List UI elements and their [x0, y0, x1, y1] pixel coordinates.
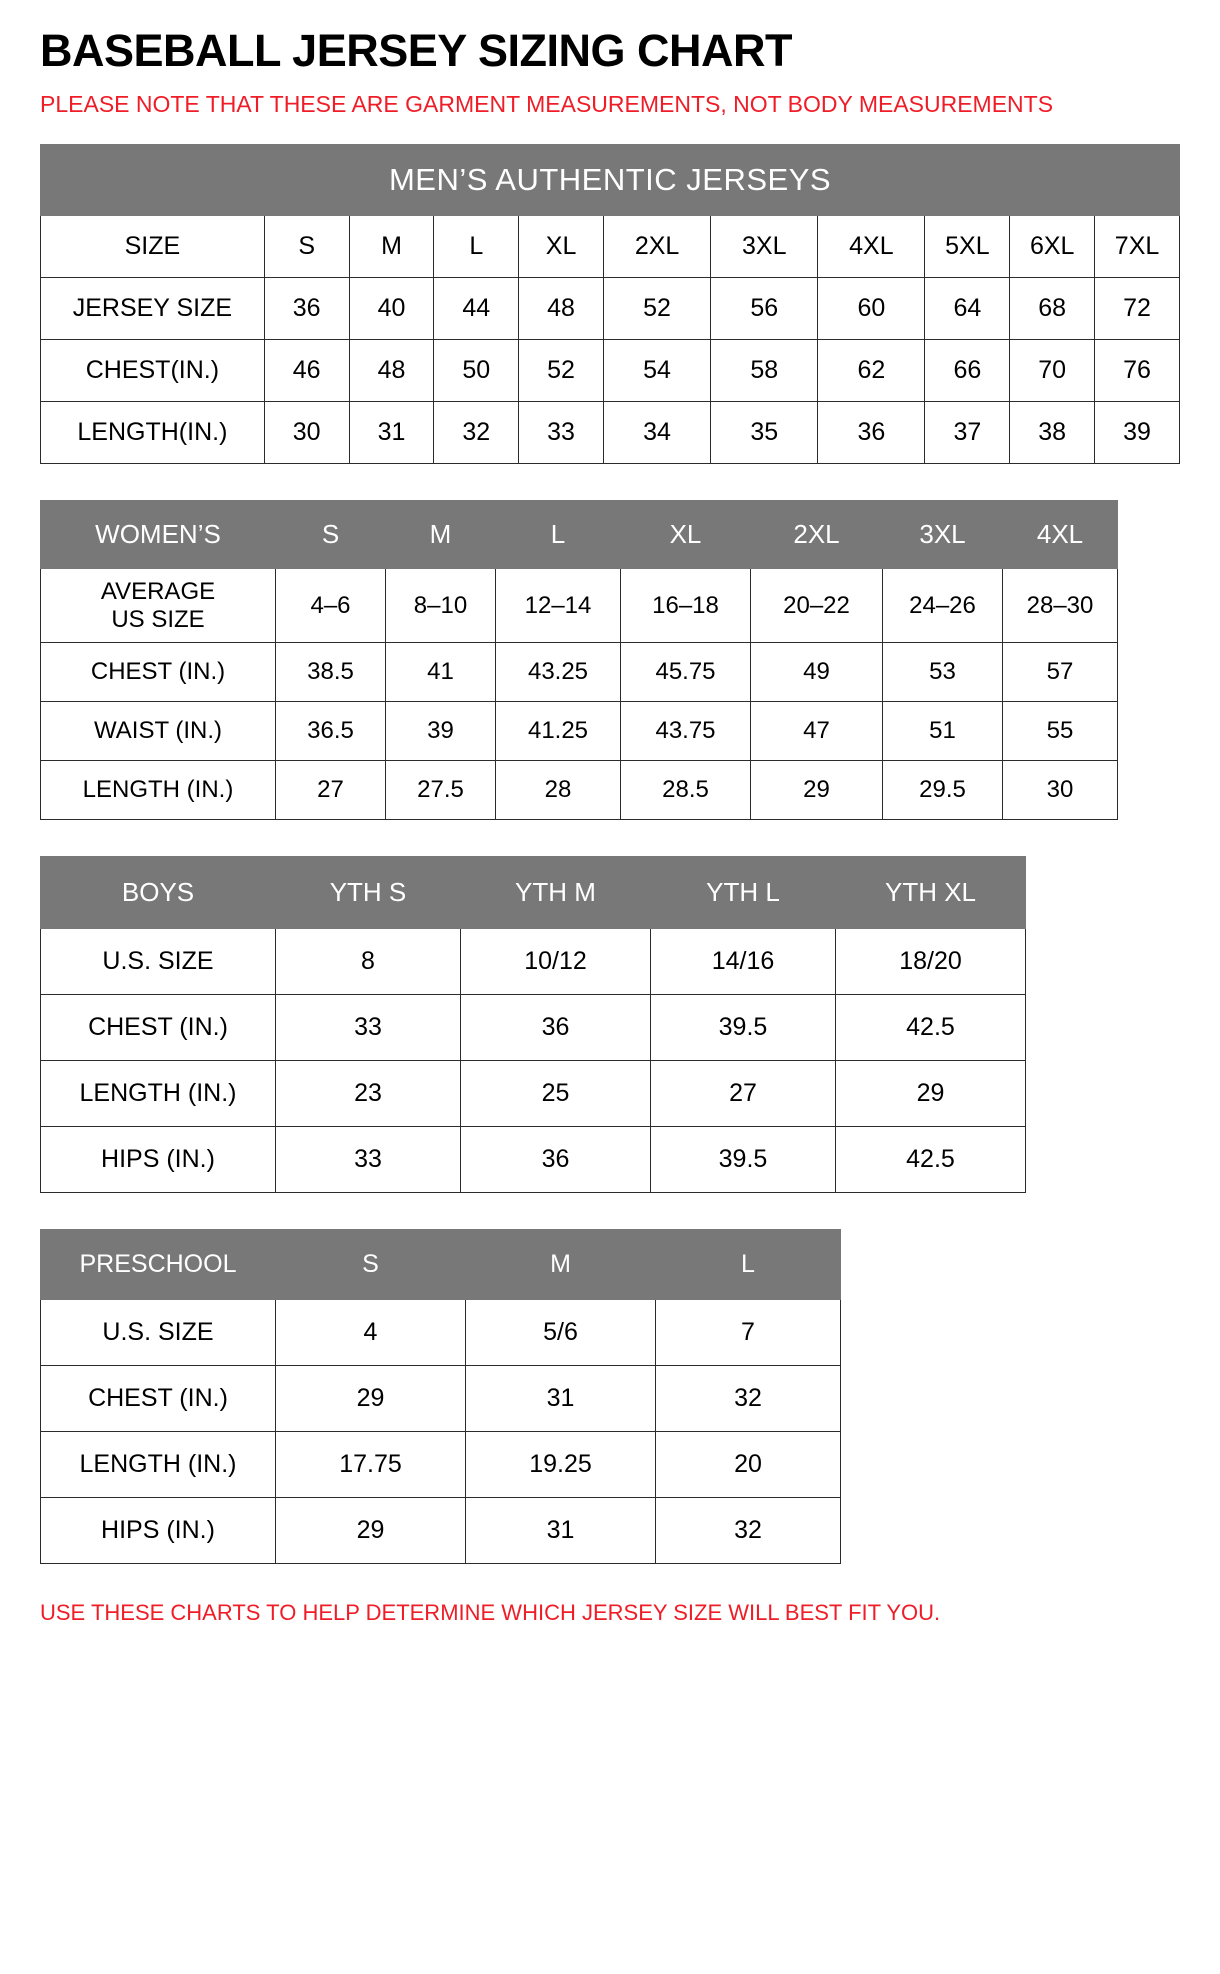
table-row — [41, 402, 1180, 464]
table-cell: 8 — [276, 929, 461, 995]
table-cell: 52 — [519, 340, 604, 402]
row-label: CHEST(IN.) — [41, 340, 265, 402]
table-cell: S — [264, 216, 349, 278]
table-cell: 72 — [1095, 278, 1180, 340]
table-cell: 39 — [1095, 402, 1180, 464]
table-cell: 70 — [1010, 340, 1095, 402]
table-cell: 44 — [434, 278, 519, 340]
table-cell: 43.75 — [621, 702, 751, 761]
column-header: YTH M — [461, 857, 651, 929]
mens-table-band — [41, 145, 1180, 216]
table-cell: 39 — [386, 702, 496, 761]
table-cell: 5/6 — [466, 1300, 656, 1366]
table-cell: 49 — [751, 643, 883, 702]
table-cell: 23 — [276, 1061, 461, 1127]
table-cell: 2XL — [603, 216, 710, 278]
table-cell: 33 — [519, 402, 604, 464]
table-cell: 58 — [711, 340, 818, 402]
table-row — [41, 340, 1180, 402]
table-cell: 31 — [349, 402, 434, 464]
table-cell: 29 — [751, 761, 883, 820]
table-row — [41, 702, 1118, 761]
womens-sizing-table — [40, 500, 1118, 820]
column-header: L — [656, 1230, 841, 1300]
table-cell: 39.5 — [651, 995, 836, 1061]
column-header: S — [276, 1230, 466, 1300]
table-cell: 42.5 — [836, 995, 1026, 1061]
row-label: JERSEY SIZE — [41, 278, 265, 340]
row-label: U.S. SIZE — [41, 929, 276, 995]
column-header: L — [496, 501, 621, 569]
row-label: HIPS (IN.) — [41, 1127, 276, 1193]
column-header: 4XL — [1003, 501, 1118, 569]
womens-header-label: WOMEN’S — [41, 501, 276, 569]
table-cell: 60 — [818, 278, 925, 340]
table-cell: 66 — [925, 340, 1010, 402]
table-cell: 56 — [711, 278, 818, 340]
row-label: LENGTH (IN.) — [41, 1061, 276, 1127]
column-header: 2XL — [751, 501, 883, 569]
table-cell: 19.25 — [466, 1432, 656, 1498]
footer-note: USE THESE CHARTS TO HELP DETERMINE WHICH JERSEY SIZE WILL BEST FIT YOU. — [40, 1600, 941, 1626]
table-row — [41, 761, 1118, 820]
table-cell: 51 — [883, 702, 1003, 761]
column-header: S — [276, 501, 386, 569]
table-cell: 48 — [349, 340, 434, 402]
table-row — [41, 278, 1180, 340]
table-cell: 55 — [1003, 702, 1118, 761]
table-cell: 54 — [603, 340, 710, 402]
table-cell: 50 — [434, 340, 519, 402]
table-cell: 27.5 — [386, 761, 496, 820]
table-cell: 27 — [276, 761, 386, 820]
row-label: LENGTH (IN.) — [41, 761, 276, 820]
table-cell: 5XL — [925, 216, 1010, 278]
row-label-line1: AVERAGE — [100, 578, 216, 606]
table-cell: L — [434, 216, 519, 278]
table-cell: 31 — [466, 1366, 656, 1432]
boys-header-label: BOYS — [41, 857, 276, 929]
row-label — [41, 569, 276, 643]
table-row — [41, 929, 1026, 995]
table-cell: 3XL — [711, 216, 818, 278]
table-row — [41, 995, 1026, 1061]
table-row — [41, 1432, 841, 1498]
row-label: CHEST (IN.) — [41, 1366, 276, 1432]
table-cell: XL — [519, 216, 604, 278]
table-row — [41, 569, 1118, 643]
table-cell: 16–18 — [621, 569, 751, 643]
table-cell: 47 — [751, 702, 883, 761]
table-cell: 4–6 — [276, 569, 386, 643]
table-cell: 48 — [519, 278, 604, 340]
table-cell: 76 — [1095, 340, 1180, 402]
table-cell: 42.5 — [836, 1127, 1026, 1193]
table-cell: 30 — [1003, 761, 1118, 820]
table-cell: 36 — [818, 402, 925, 464]
row-label-line2: US SIZE — [111, 605, 205, 633]
preschool-header-row — [41, 1230, 841, 1300]
table-cell: 29 — [836, 1061, 1026, 1127]
table-cell: 36 — [264, 278, 349, 340]
table-cell: 32 — [656, 1366, 841, 1432]
row-label: HIPS (IN.) — [41, 1498, 276, 1564]
mens-sizing-table — [40, 144, 1180, 464]
column-header: M — [386, 501, 496, 569]
preschool-sizing-table — [40, 1229, 841, 1564]
table-cell: 38.5 — [276, 643, 386, 702]
table-cell: 46 — [264, 340, 349, 402]
table-cell: 41.25 — [496, 702, 621, 761]
table-cell: 8–10 — [386, 569, 496, 643]
table-cell: 45.75 — [621, 643, 751, 702]
column-header: 3XL — [883, 501, 1003, 569]
table-row — [41, 1061, 1026, 1127]
garment-measurement-note: PLEASE NOTE THAT THESE ARE GARMENT MEASUREMENTS, NOT BODY MEASUREMENTS — [40, 90, 1054, 117]
table-cell: 62 — [818, 340, 925, 402]
row-label: CHEST (IN.) — [41, 643, 276, 702]
boys-header-row — [41, 857, 1026, 929]
row-label: CHEST (IN.) — [41, 995, 276, 1061]
row-label: U.S. SIZE — [41, 1300, 276, 1366]
table-cell: M — [349, 216, 434, 278]
column-header: M — [466, 1230, 656, 1300]
table-cell: 36 — [461, 1127, 651, 1193]
table-cell: 35 — [711, 402, 818, 464]
table-cell: 28.5 — [621, 761, 751, 820]
preschool-header-label: PRESCHOOL — [41, 1230, 276, 1300]
table-row — [41, 1127, 1026, 1193]
row-label: LENGTH(IN.) — [41, 402, 265, 464]
table-cell: 37 — [925, 402, 1010, 464]
row-label: LENGTH (IN.) — [41, 1432, 276, 1498]
table-cell: 33 — [276, 1127, 461, 1193]
table-cell: 18/20 — [836, 929, 1026, 995]
table-cell: 40 — [349, 278, 434, 340]
table-cell: 20 — [656, 1432, 841, 1498]
table-cell: 25 — [461, 1061, 651, 1127]
table-cell: 57 — [1003, 643, 1118, 702]
womens-header-row — [41, 501, 1118, 569]
table-row — [41, 643, 1118, 702]
table-cell: 30 — [264, 402, 349, 464]
table-cell: 27 — [651, 1061, 836, 1127]
table-cell: 12–14 — [496, 569, 621, 643]
table-cell: 4XL — [818, 216, 925, 278]
table-cell: 31 — [466, 1498, 656, 1564]
table-cell: 68 — [1010, 278, 1095, 340]
table-cell: 52 — [603, 278, 710, 340]
table-cell: 24–26 — [883, 569, 1003, 643]
table-cell: 36.5 — [276, 702, 386, 761]
table-cell: 32 — [434, 402, 519, 464]
table-cell: 28–30 — [1003, 569, 1118, 643]
column-header: XL — [621, 501, 751, 569]
table-cell: 20–22 — [751, 569, 883, 643]
table-cell: 28 — [496, 761, 621, 820]
table-cell: 29 — [276, 1498, 466, 1564]
table-row — [41, 1366, 841, 1432]
column-header: YTH L — [651, 857, 836, 929]
table-cell: 41 — [386, 643, 496, 702]
table-cell: 32 — [656, 1498, 841, 1564]
table-cell: 17.75 — [276, 1432, 466, 1498]
table-cell: 14/16 — [651, 929, 836, 995]
table-cell: 39.5 — [651, 1127, 836, 1193]
mens-band-title: MEN’S AUTHENTIC JERSEYS — [41, 145, 1180, 216]
table-cell: 53 — [883, 643, 1003, 702]
table-cell: 4 — [276, 1300, 466, 1366]
table-row — [41, 1300, 841, 1366]
table-cell: 43.25 — [496, 643, 621, 702]
table-cell: 10/12 — [461, 929, 651, 995]
column-header: YTH XL — [836, 857, 1026, 929]
table-cell: 64 — [925, 278, 1010, 340]
table-cell: 34 — [603, 402, 710, 464]
table-cell: 29 — [276, 1366, 466, 1432]
table-cell: 7 — [656, 1300, 841, 1366]
column-header: YTH S — [276, 857, 461, 929]
boys-sizing-table — [40, 856, 1026, 1193]
table-cell: 38 — [1010, 402, 1095, 464]
table-cell: 33 — [276, 995, 461, 1061]
table-row — [41, 1498, 841, 1564]
table-cell: 29.5 — [883, 761, 1003, 820]
table-row — [41, 216, 1180, 278]
table-cell: 7XL — [1095, 216, 1180, 278]
table-cell: 6XL — [1010, 216, 1095, 278]
row-label: SIZE — [41, 216, 265, 278]
row-label: WAIST (IN.) — [41, 702, 276, 761]
table-cell: 36 — [461, 995, 651, 1061]
page-title: BASEBALL JERSEY SIZING CHART — [40, 25, 792, 76]
